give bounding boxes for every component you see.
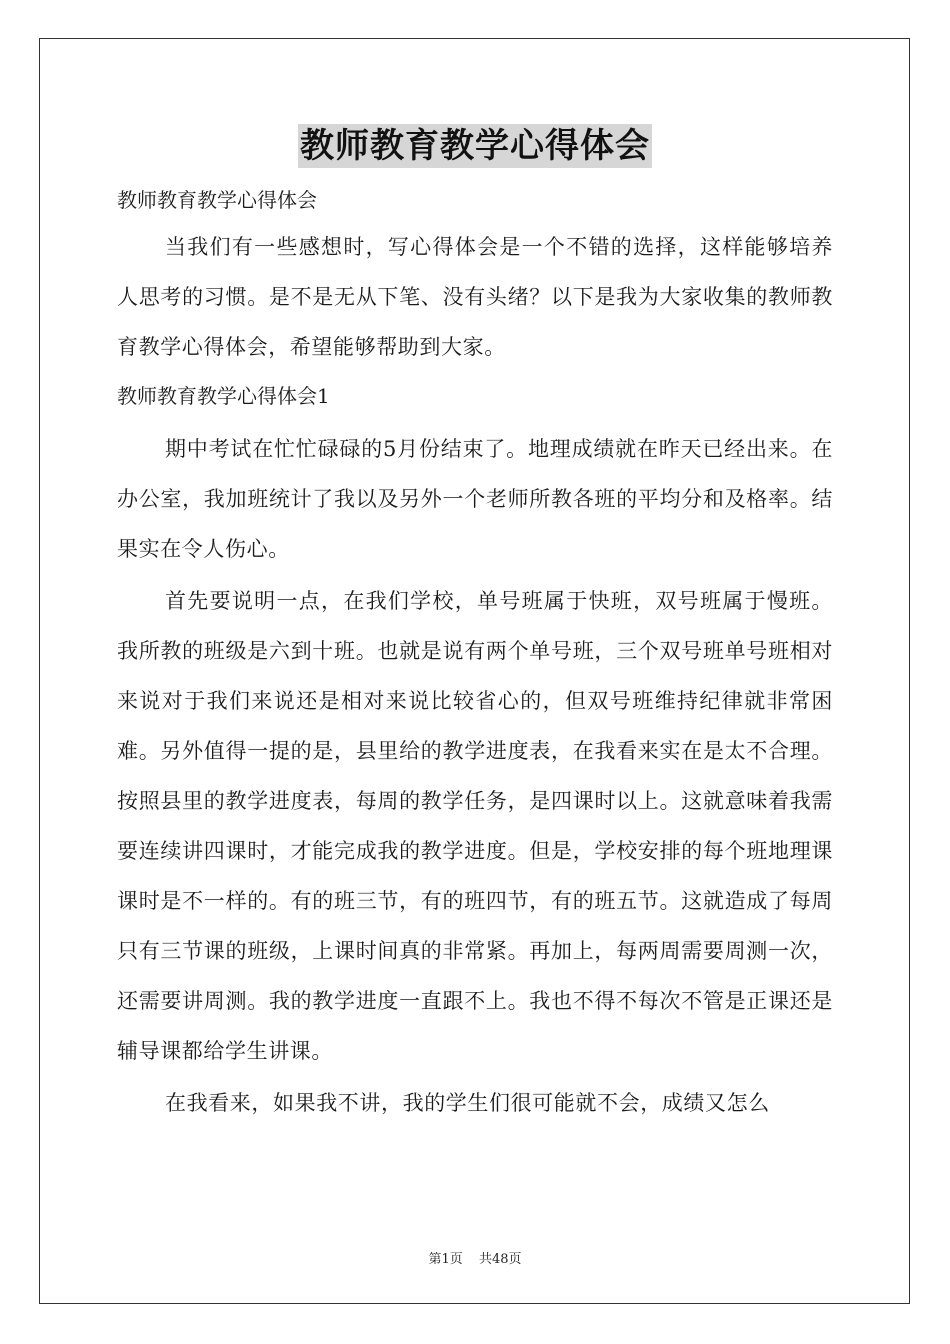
title-area xyxy=(0,124,950,168)
page-total: 共48页 xyxy=(478,1252,522,1267)
section1-paragraph: 在我看来，如果我不讲，我的学生们很可能就不会，成绩又怎么 xyxy=(165,1091,770,1115)
intro-paragraph: 当我们有一些感想时，写心得体会是一个不错的选择，这样能够培养人思考的习惯。是不是无从下笔、没有头绪？以下是我为大家收集的教师教育教学心得体会，希望能够帮助到大家。 xyxy=(117,235,833,359)
section1-heading: 教师教育教学心得体会1 xyxy=(117,384,330,408)
page-number: 第1页 xyxy=(428,1252,463,1267)
intro-heading: 教师教育教学心得体会 xyxy=(117,188,317,212)
document-body xyxy=(117,178,833,1130)
page-footer xyxy=(0,1248,950,1267)
section1-paragraph: 首先要说明一点，在我们学校，单号班属于快班，双号班属于慢班。我所教的班级是六到十班。也就是说有两个单号班，三个双号班单号班相对来说对于我们来说还是相对来说比较省心的，但双号班维持纪律就非常困难。另外值得一提的是，县里给的教学进度表，在我看来实在是太不合理。按照县里的教学进度表，每周的教学任务，是四课时以上。这就意味着我需要连续讲四课时，才能完成我的教学进度。但是，学校安排的每个班地理课课时是不一样的。有的班三节，有的班四节，有的班五节。这就造成了每周只有三节课的班级，上课时间真的非常紧。再加上，每两周需要周测一次，还需要讲周测。我的教学进度一直跟不上。我也不得不每次不管是正课还是辅导课都给学生讲课。 xyxy=(117,589,833,1063)
document-title: 教师教育教学心得体会 xyxy=(300,126,650,166)
section1-paragraph: 期中考试在忙忙碌碌的5月份结束了。地理成绩就在昨天已经出来。在办公室，我加班统计了我以及另外一个老师所教各班的平均分和及格率。结果实在令人伤心。 xyxy=(117,437,833,561)
